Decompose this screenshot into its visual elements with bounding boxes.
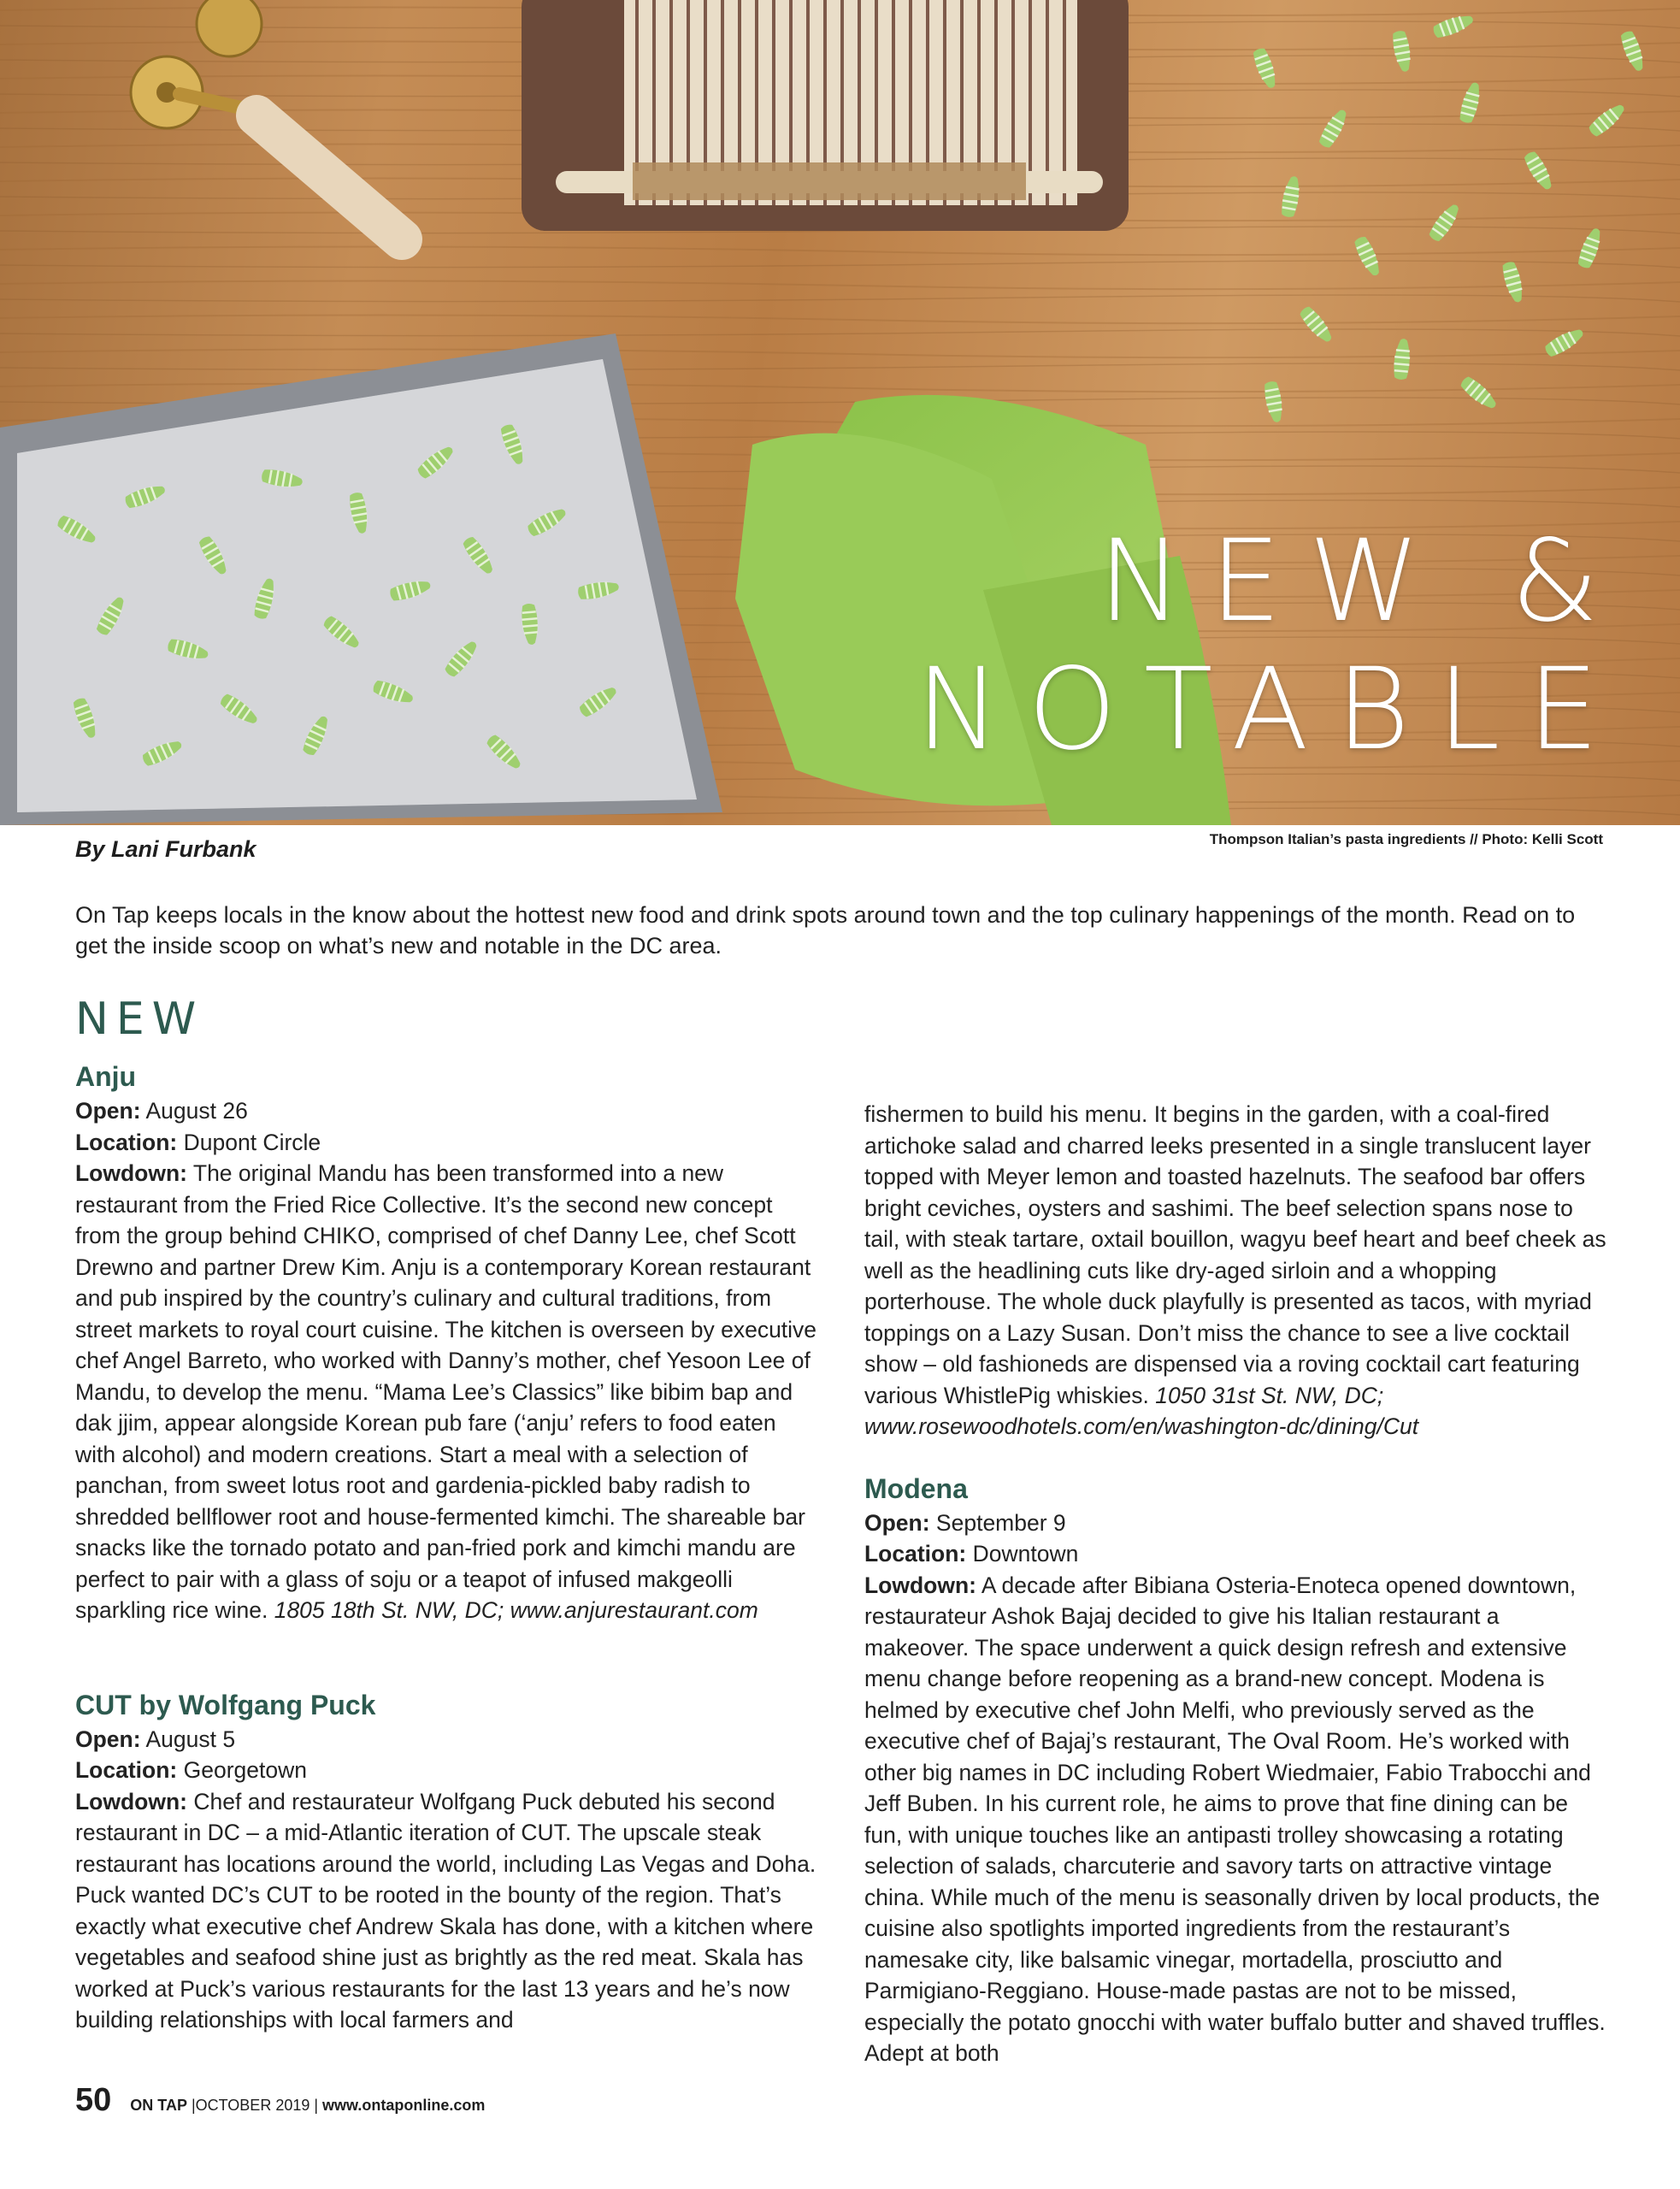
lowdown-text: Chef and restaurateur Wolfgang Puck debuted his second restaurant in DC – a mid-Atlantic iteration of CUT. The upscale steak restaurant has locations around the world, including Las Vegas and Doha. Puck wanted DC’s CUT to be rooted in the bounty of the region. That’s exactly what executive chef Andrew Skala has done, with a kitchen where vegetables and seafood shine just as brightly as the red meat. Skala has worked at Puck’s various restaurants for the last 13 years and he’s now building relationships with local farmers and: [75, 1788, 816, 2033]
entry-title: Modena: [864, 1472, 968, 1504]
open-label: Open:: [75, 1726, 141, 1752]
entry-location: [75, 1127, 819, 1159]
entry-address: 1050 31st St. NW, DC; www.rosewoodhotels.com/en/washington-dc/dining/Cut: [864, 1382, 1419, 1439]
entry-open: [864, 1508, 1608, 1539]
location-label: Location:: [75, 1757, 178, 1783]
location-label: Location:: [864, 1541, 967, 1567]
open-value: August 5: [140, 1726, 236, 1752]
lowdown-label: Lowdown:: [75, 1160, 187, 1186]
open-label: Open:: [75, 1098, 141, 1124]
entry-location: [864, 1538, 1608, 1570]
entry-cut: [75, 1686, 819, 2036]
lowdown-continued: [864, 1099, 1608, 1443]
entry-title: CUT by Wolfgang Puck: [75, 1689, 376, 1720]
entry-open: [75, 1724, 819, 1755]
footer-info: [130, 2097, 485, 2115]
title-line-2: NOTABLE: [916, 644, 1626, 776]
byline: By Lani Furbank: [75, 836, 256, 862]
lowdown-text: The original Mandu has been transformed into a new restaurant from the Fried Rice Collective. It’s the second new concept from the group behind CHIKO, comprised of chef Danny Lee, chef Scott Drewno and partner Drew Kim. Anju is a contemporary Korean restaurant and pub inspired by the country’s culinary and cultural traditions, from street markets to royal court cuisine. The kitchen is overseen by executive chef Angel Barreto, who worked with Danny’s mother, chef Yesoon Lee of Mandu, to develop the menu. “Mama Lee’s Classics” like bibim bap and dak jjim, appear alongside Korean pub fare (‘anju’ refers to food eaten with alcohol) and modern creations. Start a meal with a selection of panchan, from sweet lotus root and gardenia-pickled baby radish to shredded bellflower root and house-fermented kimchi. The shareable bar snacks like the tornado potato and pan-fried pork and kimchi mandu are perfect to pair with a glass of soju or a teapot of infused makgeolli sparkling rice wine.: [75, 1160, 817, 1623]
entry-title: Anju: [75, 1061, 137, 1092]
title-line-1: NEW &: [1098, 516, 1626, 647]
photo-credit: Thompson Italian’s pasta ingredients // Photo: Kelli Scott: [1209, 831, 1603, 847]
entry-lowdown: [864, 1570, 1608, 2069]
right-column: [864, 1099, 1608, 2069]
entry-open: [75, 1095, 819, 1127]
entry-cut-continued: [864, 1099, 1608, 1443]
open-value: August 26: [140, 1098, 248, 1124]
intro-paragraph: On Tap keeps locals in the know about the hottest new food and drink spots around town and the top culinary happenings of the month. Read on to get the inside scoop on what’s new and notable in the DC area.: [75, 902, 1576, 959]
lowdown-text: A decade after Bibiana Osteria-Enoteca opened downtown, restaurateur Ashok Bajaj decided to give his Italian restaurant a makeover. The space underwent a quick design refresh and extensive menu change before reopening as a brand-new concept. Modena is helmed by executive chef John Melfi, who previously served as the executive chef of Bajaj’s restaurant, The Oval Room. He’s worked with other big names in DC including Robert Wiedmaier, Fabio Trabocchi and Jeff Buben. In his current role, he aims to prove that fine dining can be fun, with unique touches like an antipasti trolley showcasing a rotating selection of salads, charcuterie and savory tarts on attractive vintage china. While much of the menu is seasonally driven by local products, the cuisine also spotlights imported ingredients from the restaurant’s namesake city, like balsamic vinegar, mortadella, prosciutto and Parmigiano-Reggiano. House-made pastas are not to be missed, especially the potato gnocchi with water buffalo butter and shaved truffles. Adept at both: [864, 1572, 1606, 2066]
lowdown-text: fishermen to build his menu. It begins in the garden, with a coal-fired artichoke salad and charred leeks presented in a single translucent layer topped with Meyer lemon and toasted hazelnuts. The seafood bar offers bright ceviches, oysters and sashimi. The beef selection spans nose to tail, with steak tartare, oxtail bouillon, wagyu beef heart and beef cheek as well as the headlining cuts like dry-aged sirloin and a whopping porterhouse. The whole duck playfully is presented as tacos, with myriad toppings on a Lazy Susan. Don’t miss the chance to see a live cocktail show – old fashioneds are dispensed via a roving cocktail cart featuring various WhistlePig whiskies.: [864, 1101, 1606, 1408]
issue-date: |OCTOBER 2019 |: [186, 2097, 323, 2114]
lowdown-label: Lowdown:: [75, 1788, 187, 1814]
publication-name: ON TAP: [130, 2097, 187, 2114]
location-value: Georgetown: [177, 1757, 307, 1783]
location-value: Dupont Circle: [177, 1129, 321, 1155]
entry-anju: [75, 1058, 819, 1626]
location-value: Downtown: [966, 1541, 1079, 1567]
entry-modena: [864, 1470, 1608, 2069]
section-heading-new: NEW: [75, 994, 204, 1045]
article-title: [916, 516, 1626, 776]
entry-lowdown: [75, 1786, 819, 2036]
open-label: Open:: [864, 1509, 930, 1536]
page-footer: [75, 2082, 485, 2119]
lowdown-label: Lowdown:: [864, 1572, 976, 1598]
website-link[interactable]: www.ontaponline.com: [322, 2097, 486, 2114]
entry-lowdown: [75, 1158, 819, 1626]
entry-location: [75, 1755, 819, 1786]
entry-address: 1805 18th St. NW, DC; www.anjurestaurant.com: [274, 1597, 758, 1623]
left-column: [75, 1058, 819, 2036]
page-number: 50: [75, 2082, 112, 2118]
open-value: September 9: [929, 1509, 1066, 1536]
hero-photo: [0, 0, 1680, 825]
location-label: Location:: [75, 1129, 178, 1155]
